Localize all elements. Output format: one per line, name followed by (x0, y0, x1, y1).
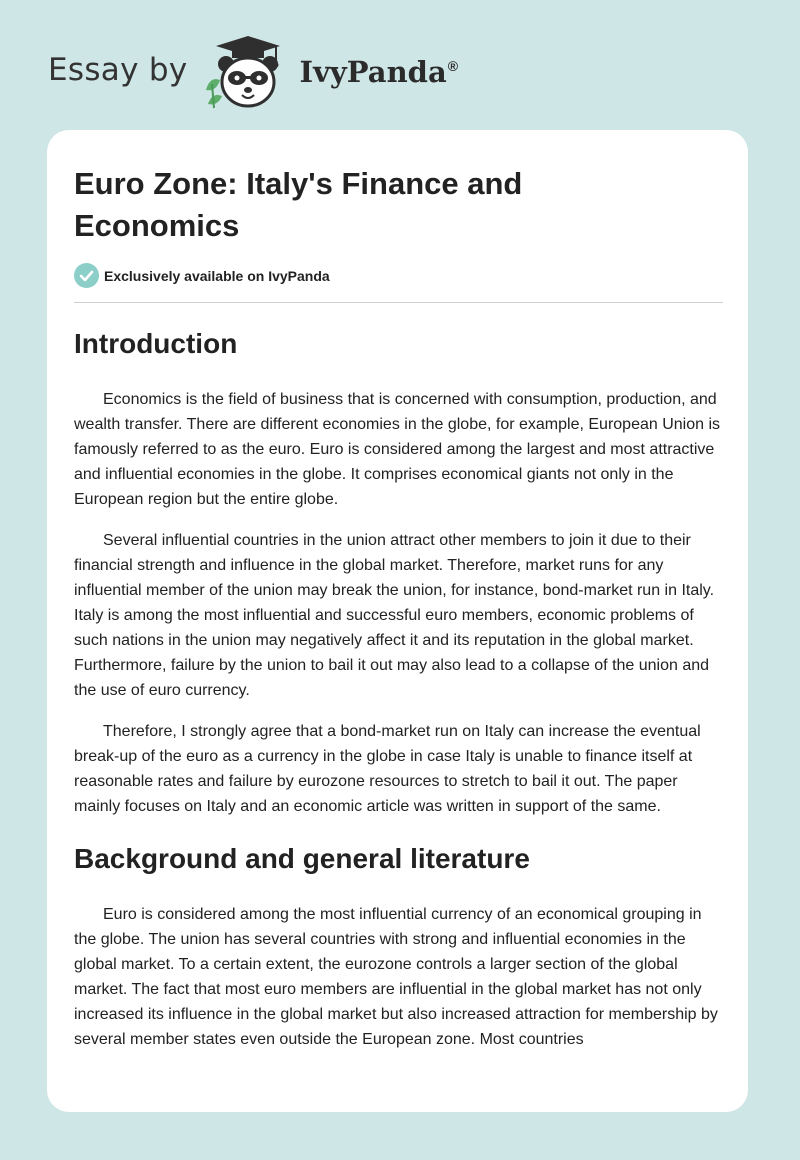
brand-name: IvyPanda® (299, 55, 459, 89)
check-circle-icon (74, 263, 99, 288)
panda-logo-icon (202, 34, 294, 110)
paragraph: Therefore, I strongly agree that a bond-market run on Italy can increase the eventual break-up of the euro as a currency in the globe in case Italy is unable to finance itself at reasonable rates and failure by eurozone resources to stretch to bail it out. The paper mainly focuses on Italy and an economic article was written in support of the same. (74, 723, 701, 815)
brand-prefix: Essay by (48, 52, 188, 88)
article-card (47, 130, 748, 1112)
section-heading: Background and general literature (74, 843, 530, 874)
brand-header (48, 34, 458, 110)
exclusive-label: Exclusively available on IvyPanda (104, 267, 330, 284)
article-body (74, 322, 723, 1052)
divider (74, 302, 723, 303)
section-heading: Introduction (74, 328, 238, 359)
paragraph: Economics is the field of business that is concerned with consumption, production, and wealth transfer. There are different economies in the globe, for example, European Union is famously referred to as the euro. Euro is considered among the largest and most attractive and influential economies in the globe. It comprises economical giants not only in the European region but the entire globe. (74, 391, 721, 508)
exclusive-badge (74, 263, 330, 288)
paragraph: Several influential countries in the union attract other members to join it due to their financial strength and influence in the global market. Therefore, market runs for any influential member of the union may break the union, for instance, bond-market run in Italy. Italy is among the most influential and successful euro members, economic problems of such nations in the union may negatively affect it and its reputation in the global market. Furthermore, failure by the union to bail it out may also lead to a collapse of the union and the use of euro currency. (74, 532, 715, 699)
page-title: Euro Zone: Italy's Finance and Economics (74, 166, 523, 243)
paragraph: Euro is considered among the most influential currency of an economical grouping in the globe. The union has several countries with strong and influential economies in the global market. To a certain extent, the eurozone controls a larger section of the global market. The fact that most euro members are influential in the global market has not only increased its influence in the global market but also increased attraction for membership by several member states even outside the European zone. Most countries (74, 906, 718, 1048)
